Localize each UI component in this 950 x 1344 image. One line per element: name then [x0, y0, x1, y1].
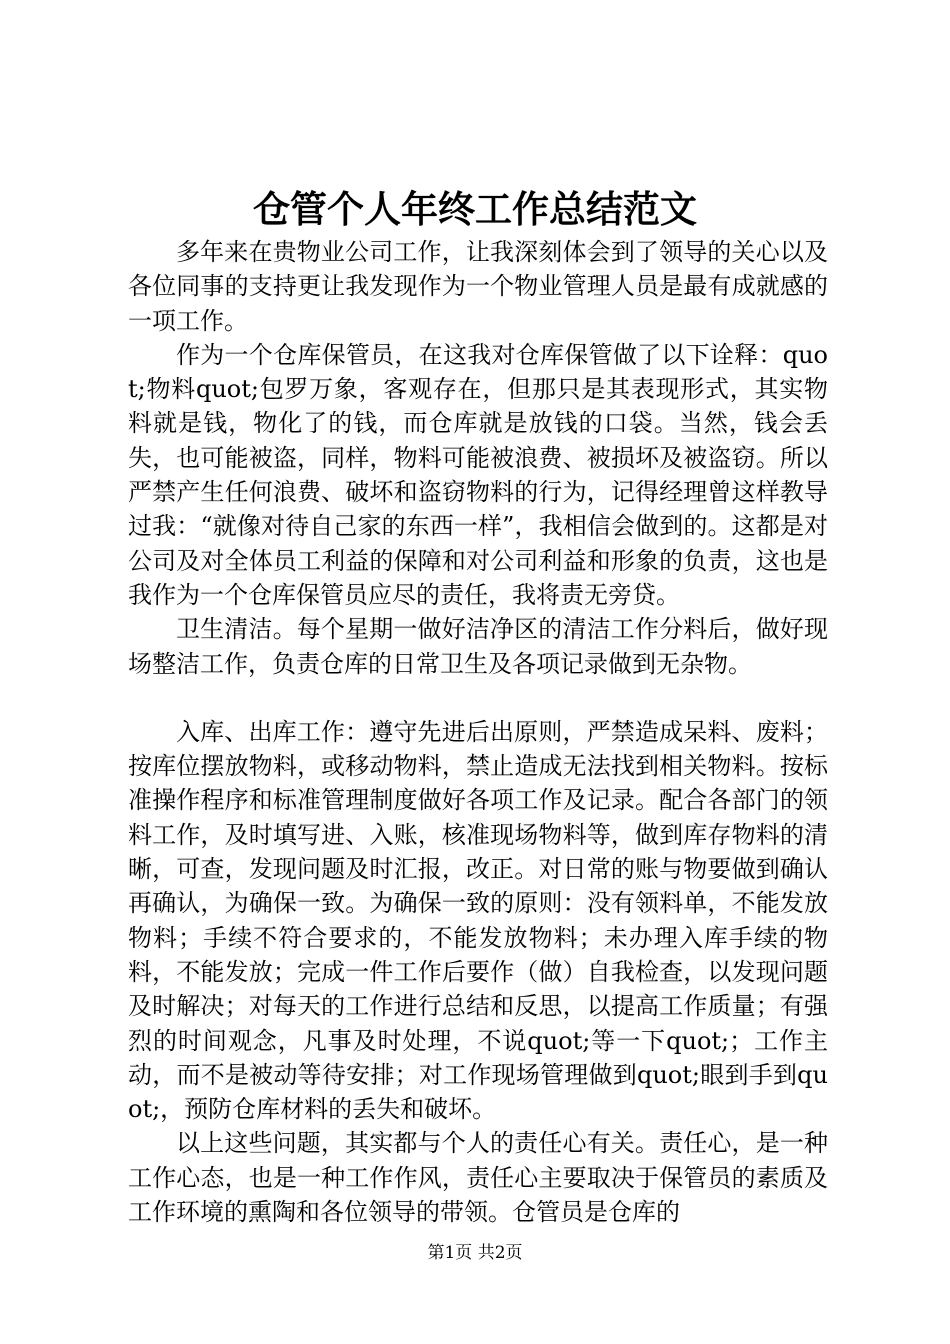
paragraph-intro: 多年来在贵物业公司工作，让我深刻体会到了领导的关心以及各位同事的支持更让我发现作为一个物业管理人员是最有成就感的一项工作。: [128, 238, 828, 335]
paragraph-cleaning: 卫生清洁。每个星期一做好洁净区的清洁工作分料后，做好现场整洁工作，负责仓库的日常卫生及各项记录做到无杂物。: [128, 615, 828, 678]
page-footer: [0, 1241, 950, 1265]
paragraph-responsibility: 以上这些问题，其实都与个人的责任心有关。责任心，是一种工作心态，也是一种工作作风，责任心主要取决于保管员的素质及工作环境的熏陶和各位领导的带领。仓管员是仓库的: [128, 1129, 828, 1227]
paragraph-inbound-outbound: 入库、出库工作：遵守先进后出原则，严禁造成呆料、废料；按库位摆放物料，或移动物料，禁止造成无法找到相关物料。按标准操作程序和标准管理制度做好各项工作及记录。配合各部门的领料工作，及时填写进、入账，核准现场物料等，做到库存物料的清晰，可查，发现问题及时汇报，改正。对日常的账与物要做到确认再确认，为确保一致。为确保一致的原则：没有领料单，不能发放物料；手续不符合要求的，不能发放物料；未办理入库手续的物料，不能发放；完成一件工作后要作（做）自我检查，以发现问题及时解决；对每天的工作进行总结和反思，以提高工作质量；有强烈的时间观念，凡事及时处理，不说quot;等一下quot;；工作主动，而不是被动等待安排；对工作现场管理做到quot;眼到手到quot;，预防仓库材料的丢失和破坏。: [128, 717, 828, 1124]
paragraph-warehouse-keeper: 作为一个仓库保管员，在这我对仓库保管做了以下诠释：quot;物料quot;包罗万象，客观存在，但那只是其表现形式，其实物料就是钱，物化了的钱，而仓库就是放钱的口袋。当然，钱会丢失，也可能被盗，同样，物料可能被浪费、被损坏及被盗窃。所以严禁产生任何浪费、破坏和盗窃物料的行为，记得经理曾这样教导过我：“就像对待自己家的东西一样”，我相信会做到的。这都是对公司及对全体员工利益的保障和对公司利益和形象的负责，这也是我作为一个仓库保管员应尽的责任，我将责无旁贷。: [128, 340, 828, 609]
page-number-current: 第1页: [427, 1243, 473, 1263]
document-title: 仓管个人年终工作总结范文: [253, 187, 697, 231]
document-body: [128, 235, 828, 1229]
page-number-total: 共2页: [477, 1243, 523, 1263]
